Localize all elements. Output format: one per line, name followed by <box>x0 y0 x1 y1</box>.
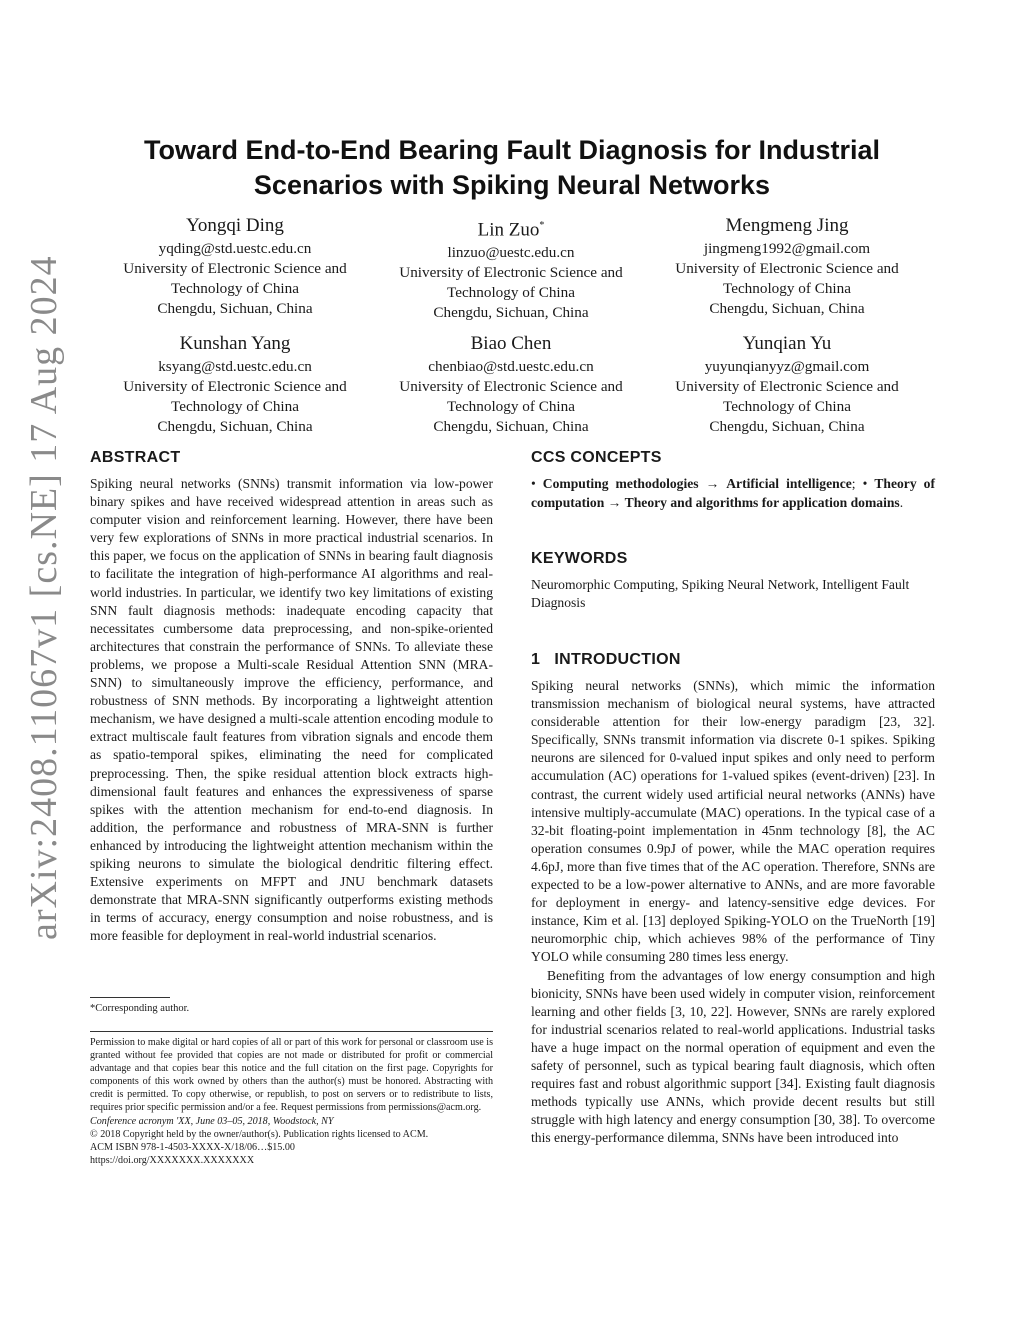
ccs-heading: CCS CONCEPTS <box>531 449 662 466</box>
introduction-heading: 1 INTRODUCTION <box>531 651 681 668</box>
author-location: Chengdu, Sichuan, China <box>709 418 865 435</box>
introduction-paragraph: Benefiting from the advantages of low energy consumption and high bionicity, SNNs have been used widely in computer vision, reinforcement learning and other fields [3, 10, 22]. However, SNNs are rarely explored for industrial scenarios related to real-world applications. Industrial tasks have a huge impact on the normal operation of equipment and even the safety of personnel, such as typical bearing fault diagnosis, which often requires fast and robust algorithmic support [34]. Existing fault diagnosis methods typically use ANNs, which provide decent results but still struggle with high latency and energy consumption [30, 38]. To overcome this energy-performance dilemma, SNNs have been introduced into <box>531 967 935 1146</box>
corresponding-mark: * <box>539 220 545 231</box>
author-affiliation: University of Electronic Science and <box>123 378 347 395</box>
copyright-line: © 2018 Copyright held by the owner/author(s). Publication rights licensed to ACM. <box>90 1128 429 1140</box>
author-name: Biao Chen <box>470 333 552 354</box>
keywords-section <box>531 550 935 612</box>
author-affiliation: University of Electronic Science and <box>675 260 899 277</box>
permission-block <box>90 1036 493 1167</box>
author-card <box>652 213 922 319</box>
author-location: Chengdu, Sichuan, China <box>709 300 865 317</box>
keywords-text: Neuromorphic Computing, Spiking Neural Network, Intelligent Fault Diagnosis <box>531 577 910 611</box>
paper-title <box>80 133 944 203</box>
author-affiliation: Technology of China <box>170 398 299 415</box>
author-affiliation: Technology of China <box>446 398 575 415</box>
author-location: Chengdu, Sichuan, China <box>433 418 589 435</box>
author-affiliation: Technology of China <box>722 398 851 415</box>
arxiv-identifier: arXiv:2408.11067v1 [cs.NE] 17 Aug 2024 <box>23 255 65 940</box>
author-email: linzuo@uestc.edu.cn <box>447 244 575 262</box>
author-affiliation: University of Electronic Science and <box>399 264 623 282</box>
author-name: Yunqian Yu <box>742 333 832 354</box>
author-affiliation: Technology of China <box>722 280 851 297</box>
author-affiliation: Technology of China <box>170 280 299 297</box>
abstract-heading: ABSTRACT <box>90 449 181 466</box>
author-card <box>652 331 922 437</box>
introduction-paragraph: Spiking neural networks (SNNs), which mimic the information transmission mechanism of biological neural systems, have attracted considerable attention for their low-energy paradigm [23, 32]. Specifically, SNNs transmit information via discrete 0-1 spikes. Spiking neurons are silenced for 0-valued input spikes and only need to perform accumulation (AC) operations for 1-valued spikes (event-driven) [23]. In contrast, the current widely used artificial neural networks (ANNs) have intensive multiply-accumulate (MAC) operations. In the typical case of a 32-bit floating-point implementation in 45nm technology [8], the AC operation consumes 0.9pJ of power, while the MAC operation requires 4.6pJ, more than five times that of the AC operation. Therefore, SNNs are expected to be a low-power alternative to ANNs, and are more favorable for deployment in energy- and latency-sensitive edge devices. For instance, Kim et al. [13] deployed Spiking-YOLO on the TrueNorth [19] neuromorphic chip, which achieves 98% of the performance of Tiny YOLO while consuming 280 times less energy. <box>531 678 935 965</box>
author-location: Chengdu, Sichuan, China <box>433 304 589 322</box>
author-name: Mengmeng Jing <box>725 215 849 236</box>
ccs-section <box>531 449 935 512</box>
author-email: jingmeng1992@gmail.com <box>703 240 871 257</box>
corresponding-footnote: *Corresponding author. <box>90 1003 190 1014</box>
author-affiliation: Technology of China <box>446 284 575 302</box>
author-name: Yongqi Ding <box>186 215 284 236</box>
author-card <box>100 331 370 437</box>
author-email: ksyang@std.uestc.edu.cn <box>158 358 312 375</box>
footnote-divider <box>90 997 170 998</box>
author-name: Kunshan Yang <box>179 333 291 354</box>
doi-line: https://doi.org/XXXXXXX.XXXXXXX <box>90 1154 255 1166</box>
author-name: Lin Zuo* <box>477 219 545 241</box>
title-line-2: Scenarios with Spiking Neural Networks <box>253 170 771 200</box>
author-location: Chengdu, Sichuan, China <box>157 418 313 435</box>
ccs-concepts-text: • Computing methodologies → Artificial intelligence; • Theory of computation → Theory and algorithms for application domains. <box>531 476 935 510</box>
author-location: Chengdu, Sichuan, China <box>157 300 313 317</box>
title-line-1: Toward End-to-End Bearing Fault Diagnosis for Industrial <box>143 135 880 165</box>
author-affiliation: University of Electronic Science and <box>675 378 899 395</box>
author-affiliation: University of Electronic Science and <box>123 260 347 277</box>
conference-line: Conference acronym 'XX, June 03–05, 2018, Woodstock, NY <box>90 1115 334 1127</box>
author-email: chenbiao@std.uestc.edu.cn <box>428 358 594 375</box>
author-affiliation: University of Electronic Science and <box>399 378 623 395</box>
permission-divider <box>90 1031 493 1032</box>
author-card <box>376 331 646 437</box>
abstract-text: Spiking neural networks (SNNs) transmit information via low-power binary spikes and have received widespread attention in areas such as computer vision and reinforcement learning. However, there have been very few explorations of SNNs in more practical industrial scenarios. In this paper, we focus on the application of SNNs in bearing fault diagnosis to facilitate the integration of high-performance AI algorithms and real-world industries. In particular, we identify two key limitations of existing SNN fault diagnosis methods: inadequate encoding capacity that necessitates cumbersome data preprocessing, and non-spike-oriented architectures that constrain the performance of SNNs. To alleviate these problems, we propose a Multi-scale Residual Attention SNN (MRA-SNN) to simultaneously improve the efficiency, performance, and robustness of SNN methods. By incorporating a lightweight attention mechanism, we have designed a multi-scale attention encoding module to extract multiscale fault features from vibration signals and encode them as spatio-temporal spikes, eliminating the need for complicated preprocessing. Then, the spike residual attention block extracts high-dimensional fault features and enhances the expressiveness of sparse spikes with the attention mechanism for end-to-end diagnosis. In addition, the performance and robustness of MRA-SNN is further enhanced by introducing the lightweight attention mechanism within the spiking neurons to simulate the biological dendritic filtering effect. Extensive experiments on MFPT and JNU benchmark datasets demonstrate that MRA-SNN significantly outperforms existing methods in terms of accuracy, energy consumption and noise robustness, and is more feasible for deployment in real-world industrial scenarios. <box>90 476 493 944</box>
isbn-line: ACM ISBN 978-1-4503-XXXX-X/18/06…$15.00 <box>90 1141 295 1153</box>
keywords-heading: KEYWORDS <box>531 550 628 567</box>
author-email: yqding@std.uestc.edu.cn <box>158 240 312 257</box>
abstract-section <box>90 449 493 945</box>
author-card <box>100 213 370 319</box>
permission-text: Permission to make digital or hard copies of all or part of this work for personal or classroom use is granted without fee provided that copies are not made or distributed for profit or commercial advantage and that copies bear this notice and the full citation on the first page. Copyrights for components of this work owned by others than the author(s) must be honored. Abstracting with credit is permitted. To copy otherwise, or republish, to post on servers or to redistribute to lists, requires prior specific permission and/or a fee. Request permissions from permissions@acm.org. <box>90 1037 493 1114</box>
author-card <box>376 213 646 323</box>
introduction-section <box>531 651 935 1147</box>
author-email: yuyunqianyyz@gmail.com <box>704 358 870 375</box>
